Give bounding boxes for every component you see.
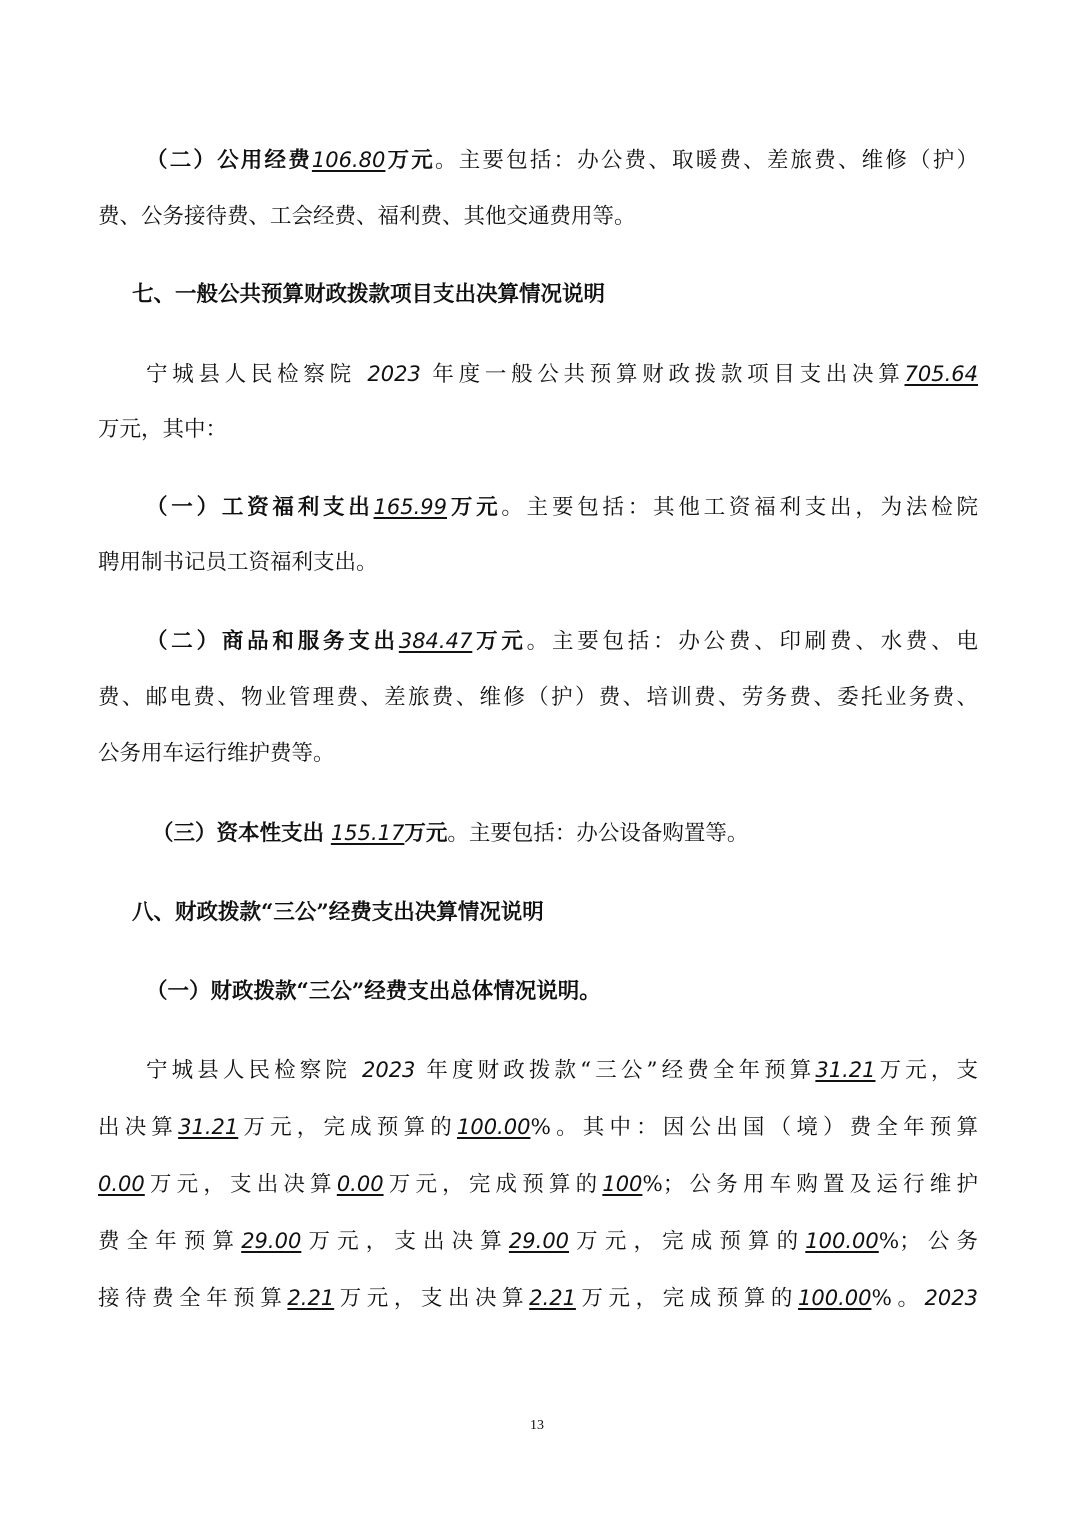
reception-spent: 2.21 xyxy=(529,1286,576,1310)
three-public-budget: 31.21 xyxy=(815,1058,876,1082)
salary-line-1 xyxy=(146,492,978,523)
goods-unit: 万元 xyxy=(472,629,527,654)
reception-rate: 100.00 xyxy=(797,1286,872,1310)
text: 万元，支出决算 xyxy=(334,1286,530,1311)
capital-heading: （三）资本性支出 xyxy=(152,821,325,846)
org-name-2: 宁城县人民检察院 xyxy=(146,1058,351,1083)
text: 费全年预算 xyxy=(98,1229,242,1254)
section-8-title: 八、财政拨款“三公”经费支出决算情况说明 xyxy=(132,900,544,925)
car-rate: 100.00 xyxy=(805,1229,879,1253)
salary-line-2: 聘用制书记员工资福利支出。 xyxy=(98,550,378,575)
text: 万元，完成预算的 xyxy=(569,1229,806,1254)
text: 万元，支出决算 xyxy=(144,1172,337,1197)
org-name: 宁城县人民检察院 xyxy=(146,362,356,387)
public-expense-amount: 106.80 xyxy=(311,148,386,172)
goods-amount: 384.47 xyxy=(398,629,473,653)
text: 万元，完成预算的 xyxy=(575,1286,798,1311)
public-expense-text-1: 。主要包括：办公费、取暖费、差旅费、维修（护） xyxy=(435,148,978,173)
three-public-spent: 31.21 xyxy=(178,1115,239,1139)
text: %；公务用车购置及运行维护 xyxy=(642,1172,978,1197)
three-public-line-1 xyxy=(146,1055,978,1086)
goods-heading: （二）商品和服务支出 xyxy=(146,629,399,654)
goods-line-2: 费、邮电费、物业管理费、差旅费、维修（护）费、培训费、劳务费、委托业务费、 xyxy=(98,685,978,710)
text: %。 xyxy=(871,1286,925,1311)
goods-text-1: 。主要包括：办公费、印刷费、水费、电 xyxy=(526,629,978,654)
section-7-intro-line-2: 万元，其中： xyxy=(98,417,228,442)
goods-line-3: 公务用车运行维护费等。 xyxy=(98,741,335,766)
goods-line-1 xyxy=(146,626,978,657)
text: 年度财政拨款“三公”经费全年预算 xyxy=(426,1058,816,1083)
public-expense-line-1 xyxy=(146,145,978,176)
text: 万元，完成预算的 xyxy=(383,1172,603,1197)
public-expense-line-2 xyxy=(98,202,978,232)
abroad-spent: 0.00 xyxy=(336,1172,384,1196)
public-expense-unit: 万元 xyxy=(385,148,436,173)
year-2: 2023 xyxy=(361,1058,416,1082)
three-public-line-5 xyxy=(98,1283,978,1314)
text: 出决算 xyxy=(98,1115,179,1140)
capital-amount: 155.17 xyxy=(330,821,405,845)
text: 万元，支 xyxy=(875,1058,978,1083)
abroad-rate: 100 xyxy=(602,1172,643,1196)
year-3: 2023 xyxy=(924,1286,978,1310)
section-7-total-amount: 705.64 xyxy=(904,362,978,386)
section-7-intro-text: 年度一般公共预算财政拨款项目支出决算 xyxy=(432,362,905,387)
capital-text: 。主要包括：办公设备购置等。 xyxy=(447,821,749,846)
capital-unit: 万元 xyxy=(404,821,448,846)
three-public-line-4 xyxy=(98,1226,978,1257)
salary-text-1: 。主要包括：其他工资福利支出，为法检院 xyxy=(501,495,978,520)
page-number: 13 xyxy=(530,1418,544,1433)
car-budget: 29.00 xyxy=(241,1229,302,1253)
capital-line xyxy=(152,818,978,849)
text: 万元，支出决算 xyxy=(301,1229,509,1254)
section-8-subtitle: （一）财政拨款“三公”经费支出总体情况说明。 xyxy=(146,979,601,1004)
salary-heading: （一）工资福利支出 xyxy=(146,495,374,520)
salary-amount: 165.99 xyxy=(373,495,448,519)
section-7-title: 七、一般公共预算财政拨款项目支出决算情况说明 xyxy=(132,282,606,307)
text: %。其中：因公出国（境）费全年预算 xyxy=(530,1115,978,1140)
public-expense-heading: （二）公用经费 xyxy=(146,148,312,173)
salary-unit: 万元 xyxy=(447,495,502,520)
reception-budget: 2.21 xyxy=(287,1286,335,1310)
text: %；公务 xyxy=(878,1229,978,1254)
public-expense-text-2: 费、公务接待费、工会经费、福利费、其他交通费用等。 xyxy=(98,204,636,229)
text: 接待费全年预算 xyxy=(98,1286,288,1311)
three-public-line-2 xyxy=(98,1112,978,1143)
abroad-budget: 0.00 xyxy=(98,1172,145,1196)
text: 万元，完成预算的 xyxy=(238,1115,457,1140)
car-spent: 29.00 xyxy=(508,1229,570,1253)
year: 2023 xyxy=(367,362,421,386)
three-public-line-3 xyxy=(98,1169,978,1200)
section-7-intro-line-1 xyxy=(146,359,978,390)
three-public-rate: 100.00 xyxy=(456,1115,531,1139)
